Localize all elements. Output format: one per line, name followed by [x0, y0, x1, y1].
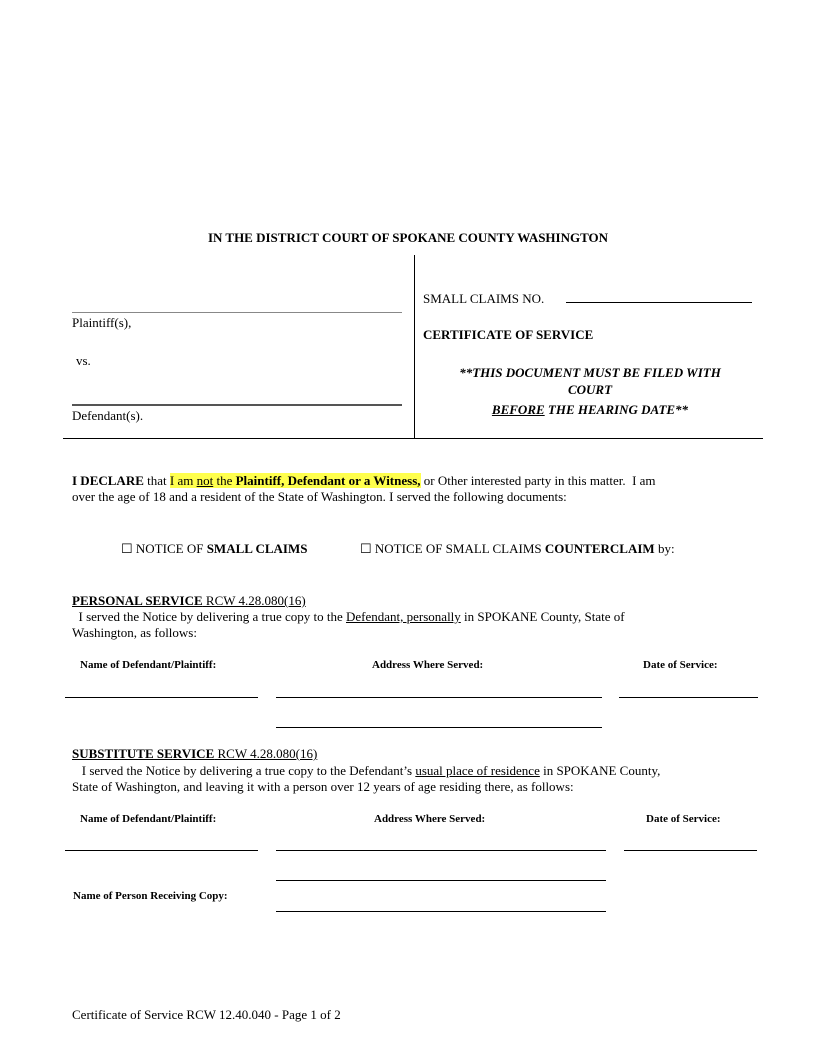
filing-notice-line3 — [420, 402, 760, 418]
personal-service-title: PERSONAL SERVICE — [72, 593, 203, 608]
declare-not: not — [196, 473, 214, 488]
personal-service-heading — [72, 593, 306, 609]
declaration-line2: over the age of 18 and a resident of the State of Washington. I served the following documents: — [72, 489, 567, 504]
hearing-date-text: THE HEARING DATE** — [544, 402, 689, 417]
ps-line1-pre: I served the Notice by delivering a true copy to the — [72, 609, 346, 624]
small-claims-label: SMALL CLAIMS NO. — [423, 291, 545, 306]
declare-lead: I DECLARE — [72, 473, 144, 488]
personal-service-rcw: RCW 4.28.080(16) — [202, 593, 306, 608]
page-footer: Certificate of Service RCW 12.40.040 - Page 1 of 2 — [72, 1007, 341, 1022]
receiver-name-field[interactable] — [276, 911, 606, 912]
defendant-label: Defendant(s). — [72, 408, 144, 423]
declare-parties: Plaintiff, Defendant or a Witness, — [235, 473, 421, 488]
ps-line1-post: in SPOKANE County, State of — [460, 609, 625, 624]
ss-line1-post: in SPOKANE County, — [539, 763, 661, 778]
ps-date-field[interactable] — [619, 697, 758, 698]
plaintiff-label: Plaintiff(s), — [72, 315, 132, 330]
small-claims-number-line[interactable] — [566, 302, 752, 303]
checkbox-by-label: by: — [654, 541, 675, 556]
vs-label: vs. — [76, 353, 91, 368]
substitute-service-title: SUBSTITUTE SERVICE — [72, 746, 215, 761]
ps-name-field[interactable] — [65, 697, 258, 698]
declare-rest: or Other interested party in this matter. I am — [420, 473, 656, 488]
personal-service-line1 — [72, 609, 625, 625]
ps-col-address: Address Where Served: — [372, 659, 484, 671]
filing-notice-line1: **THIS DOCUMENT MUST BE FILED WITH — [459, 365, 721, 380]
checkbox-icon[interactable]: ☐ — [360, 541, 372, 556]
ss-col-name: Name of Defendant/Plaintiff: — [80, 813, 217, 825]
filing-notice-line2: COURT — [567, 382, 613, 397]
declaration-line1 — [72, 473, 656, 489]
court-title: IN THE DISTRICT COURT OF SPOKANE COUNTY WASHINGTON — [207, 230, 609, 245]
declare-highlight — [170, 473, 421, 488]
checkbox-icon[interactable]: ☐ — [121, 541, 133, 556]
caption-bottom-rule — [63, 438, 763, 439]
substitute-service-line2: State of Washington, and leaving it with a person over 12 years of age residing there, as follows: — [72, 779, 574, 794]
doc-title: CERTIFICATE OF SERVICE — [423, 327, 594, 342]
checkbox-counterclaim[interactable] — [360, 541, 675, 557]
checkbox-counterclaim-bold: COUNTERCLAIM — [544, 541, 655, 556]
ps-address-field-2[interactable] — [276, 727, 602, 728]
ss-address-field-2[interactable] — [276, 880, 606, 881]
substitute-service-heading — [72, 746, 317, 762]
ss-line1-pre: I served the Notice by delivering a true copy to the Defendant’s — [72, 763, 416, 778]
before-word: BEFORE — [491, 402, 545, 417]
checkbox-small-claims-label: NOTICE OF — [132, 541, 207, 556]
checkbox-counterclaim-label: NOTICE OF SMALL CLAIMS — [371, 541, 545, 556]
declare-that: that — [143, 473, 170, 488]
ss-col-date: Date of Service: — [646, 813, 721, 825]
checkbox-small-claims[interactable] — [121, 541, 307, 557]
plaintiff-name-line[interactable] — [72, 312, 402, 313]
ss-name-field[interactable] — [65, 850, 258, 851]
substitute-service-rcw: RCW 4.28.080(16) — [214, 746, 318, 761]
ss-line1-underlined: usual place of residence — [415, 763, 540, 778]
ps-address-field[interactable] — [276, 697, 602, 698]
ss-address-field[interactable] — [276, 850, 606, 851]
caption-divider — [414, 255, 415, 439]
defendant-name-line[interactable] — [72, 404, 402, 406]
receiver-label: Name of Person Receiving Copy: — [73, 890, 228, 902]
ps-line1-underlined: Defendant, personally — [346, 609, 461, 624]
ps-col-name: Name of Defendant/Plaintiff: — [80, 659, 217, 671]
declare-the: the — [213, 473, 236, 488]
ss-date-field[interactable] — [624, 850, 757, 851]
declare-i-am: I am — [169, 473, 197, 488]
ss-col-address: Address Where Served: — [374, 813, 486, 825]
personal-service-line2: Washington, as follows: — [72, 625, 197, 640]
ps-col-date: Date of Service: — [643, 659, 718, 671]
checkbox-small-claims-bold: SMALL CLAIMS — [206, 541, 308, 556]
substitute-service-line1 — [72, 763, 660, 779]
